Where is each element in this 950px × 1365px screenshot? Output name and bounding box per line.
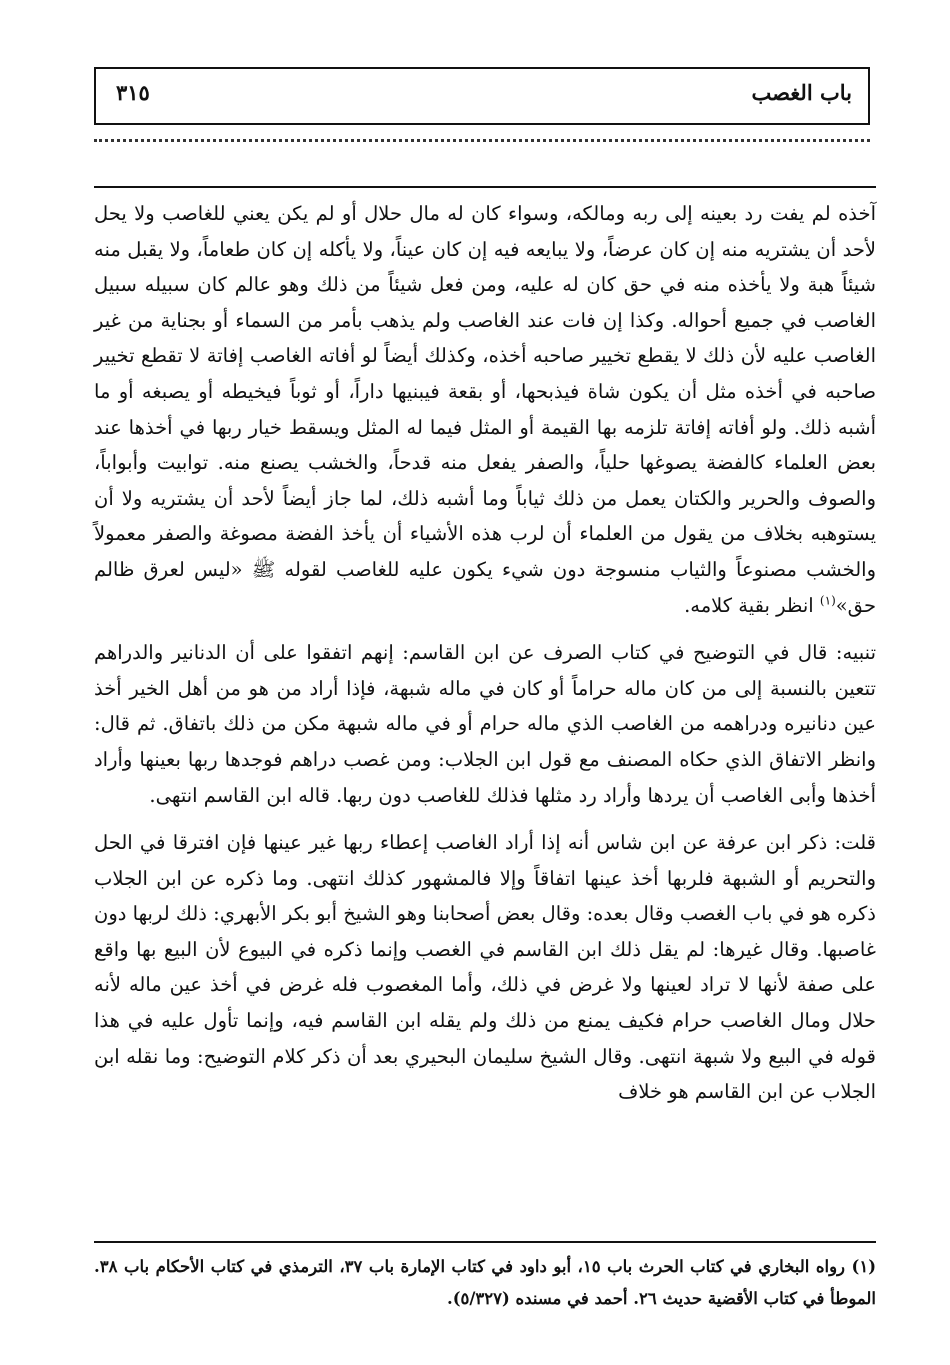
page-number: ٣١٥ (116, 80, 150, 105)
main-text-body (94, 196, 876, 1110)
paragraph-1-text: آخذه لم يفت رد بعينه إلى ربه ومالكه، وسواء كان له مال حلال أو لم يكن يعني للغاصب ولا يحل لأحد أن يشتريه منه إن كان عرضاً، ولا يبايعه فيه إن كان عيناً، ولا يأكله إن كان طعاماً، ولا يقبل منه شيئاً هبة ولا يأخذه منه في حق كان له عليه، ومن فعل شيئاً من ذلك وهو عالم كان سبيله سبيل الغاصب في جميع أحواله. وكذا إن فات عند الغاصب ولم يذهب بأمر من السماء أو بجناية من غير الغاصب عليه لأن ذلك لا يقطع تخيير صاحبه أخذه، وكذلك أيضاً لو أفاته الغاصب إفاتة لا تقطع تخيير صاحبه في أخذه مثل أن يكون شاة فيذبحها، أو بقعة فيبنيها داراً، أو ثوباً فيخيطه أو يصبغه أو ما أشبه ذلك. ولو أفاته إفاتة تلزمه بها القيمة أو المثل فيما له المثل ويسقط خيار ربها في أخذها عند بعض العلماء كالفضة يصوغها حلياً، والصفر يفعل منه قدحاً، والخشب يصنع منه. توابيت وأبواباً، والصوف والحرير والكتان يعمل من ذلك ثياباً وما أشبه ذلك، لما جاز أيضاً لأحد أن يشتريه ولا أن يستوهبه بخلاف من يقول من العلماء أن لرب هذه الأشياء أن يأخذ الفضة مصوغة والصفر معمولاً والخشب مصنوعاً والثياب منسوجة دون شيء يكون عليه للغاصب لقوله ﷺ «ليس لعرق ظالم حق» (94, 202, 876, 617)
footnote-1: (١) رواه البخاري في كتاب الحرث باب ١٥، أبو داود في كتاب الإمارة باب ٣٧، الترمذي في كتاب الأحكام باب ٣٨. الموطأ في كتاب الأقضية حديث ٢٦. أحمد في مسنده (٥/٣٢٧). (94, 1257, 877, 1308)
paragraph-1 (94, 196, 876, 623)
paragraph-2: تنبيه: قال في التوضيح في كتاب الصرف عن ابن القاسم: إنهم اتفقوا على أن الدنانير والدراهم تتعين بالنسبة إلى من كان ماله حراماً أو كان في ماله شبهة، فإذا أراد من هو من أهل الخير أخذ عين دنانيره ودراهمه من الغاصب الذي ماله حرام أو في ماله شبهة مكن من ذلك باتفاق. ثم قال: وانظر الاتفاق الذي حكاه المصنف مع قول ابن الجلاب: ومن غصب دراهم فوجدها ربها بعينها وأراد أخذها وأبى الغاصب أن يردها وأراد رد مثلها فذلك للغاصب دون ربها. قاله ابن القاسم انتهى. (94, 641, 876, 807)
chapter-title: باب الغصب (751, 80, 852, 105)
dotted-divider (94, 139, 870, 142)
text-top-rule (94, 186, 876, 188)
paragraph-3: قلت: ذكر ابن عرفة عن ابن شاس أنه إذا أراد الغاصب إعطاء ربها غير عينها فإن افترقا في الحل والتحريم أو الشبهة فلربها أخذ عينها اتفاقاً وإلا فالمشهور كذلك انتهى. وما ذكره عن ابن الجلاب ذكره هو في باب الغصب وقال بعده: وقال بعض أصحابنا وهو الشيخ أبو بكر الأبهري: ذلك لربها دون غاصبها. وقال غيرها: لم يقل ذلك ابن القاسم في الغصب وإنما ذكره في البيوع لأن البيع بها واقع على صفة لأنها لا تراد لعينها ولا غرض في ذلك، وأما المغصوب فله غرض في أخذ عين ماله لأنه حلال ومال الغاصب حرام فكيف يمنع من ذلك ولم يقله ابن القاسم فيه، وإنما تأول عليه في هذا قوله في البيع ولا شبهة انتهى. وقال الشيخ سليمان البحيري بعد أن ذكر كلام التوضيح: وما نقله ابن الجلاب عن ابن القاسم هو خلاف (94, 831, 876, 1104)
footnotes (94, 1251, 876, 1315)
running-header (94, 67, 870, 125)
footnote-rule (94, 1241, 876, 1243)
footnote-reference[interactable]: (١) (819, 593, 836, 608)
paragraph-1-tail: انظر بقية كلامه. (684, 593, 820, 617)
